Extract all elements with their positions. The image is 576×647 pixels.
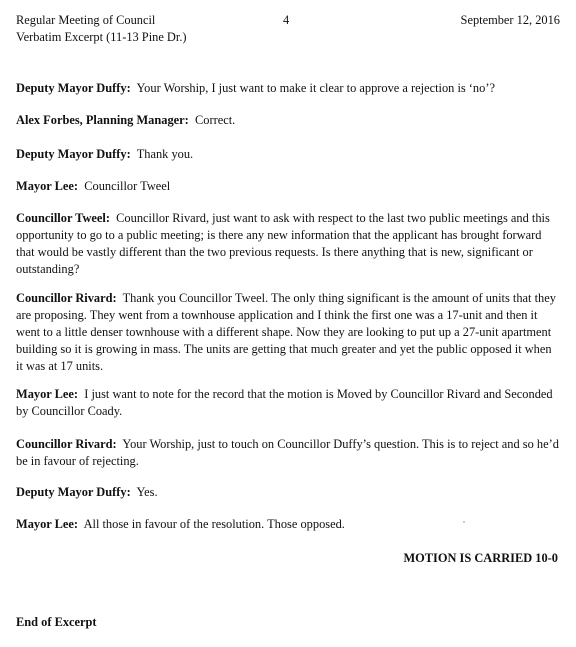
transcript-entry [16,436,561,470]
speech-text: Councillor Rivard, just want to ask with respect to the last two public meetings and this opportunity to go to a public meeting; is there any new information that the applicant has brought forward that would be vastly different than the two previous requests. Is there anything that is new, significant or outstanding? [16,211,550,276]
speech-text: Councillor Tweel [84,179,171,193]
transcript-entry [16,484,561,501]
speaker-name: Councillor Rivard: [16,291,117,305]
scan-speck [463,521,465,523]
header-meeting-title: Regular Meeting of Council [16,13,156,27]
speaker-name: Mayor Lee: [16,179,79,193]
speech-text: Your Worship, just to touch on Councillor Duffy’s question. This is to reject and so he’d be in favour of rejecting. [16,437,559,468]
transcript-entry [16,178,561,195]
speaker-name: Councillor Tweel: [16,211,110,225]
header-date: September 12, 2016 [460,13,560,27]
transcript-entry [16,146,561,163]
speaker-name: Mayor Lee: [16,387,79,401]
speaker-name: Councillor Rivard: [16,437,117,451]
speech-text: Yes. [136,485,158,499]
header-excerpt-title: Verbatim Excerpt (11-13 Pine Dr.) [16,30,187,44]
speaker-name: Alex Forbes, Planning Manager: [16,113,189,127]
speech-text: Your Worship, I just want to make it clear to approve a rejection is ‘no’? [136,81,495,95]
header-meeting-info [16,12,187,46]
speaker-name: Deputy Mayor Duffy: [16,485,131,499]
speaker-name: Deputy Mayor Duffy: [16,81,131,95]
speech-text: Thank you. [136,147,194,161]
transcript-entry [16,516,561,533]
page-header [16,12,560,46]
transcript-entry [16,386,561,420]
transcript-entry [16,290,561,375]
end-of-excerpt: End of Excerpt [16,615,97,629]
speech-text: All those in favour of the resolution. Those opposed. [83,517,345,531]
speaker-name: Deputy Mayor Duffy: [16,147,131,161]
motion-result: MOTION IS CARRIED 10-0 [403,551,558,565]
speaker-name: Mayor Lee: [16,517,79,531]
speech-text: I just want to note for the record that the motion is Moved by Councillor Rivard and Seconded by Councillor Coady. [16,387,553,418]
transcript-entry [16,80,561,97]
transcript-entry [16,112,561,129]
speech-text: Thank you Councillor Tweel. The only thing significant is the amount of units that they are proposing. They went from a townhouse application and I think the first one was a 17-unit and then it went to a little denser townhouse with a different shape. Now they are looking to put up a 27-unit apartment building so it is growing in mass. The units are getting that much greater and yet the public opposed it when it was at 17 units. [16,291,556,373]
speech-text: Correct. [194,113,236,127]
page-number: 4 [283,13,290,27]
transcript-entry [16,210,561,278]
